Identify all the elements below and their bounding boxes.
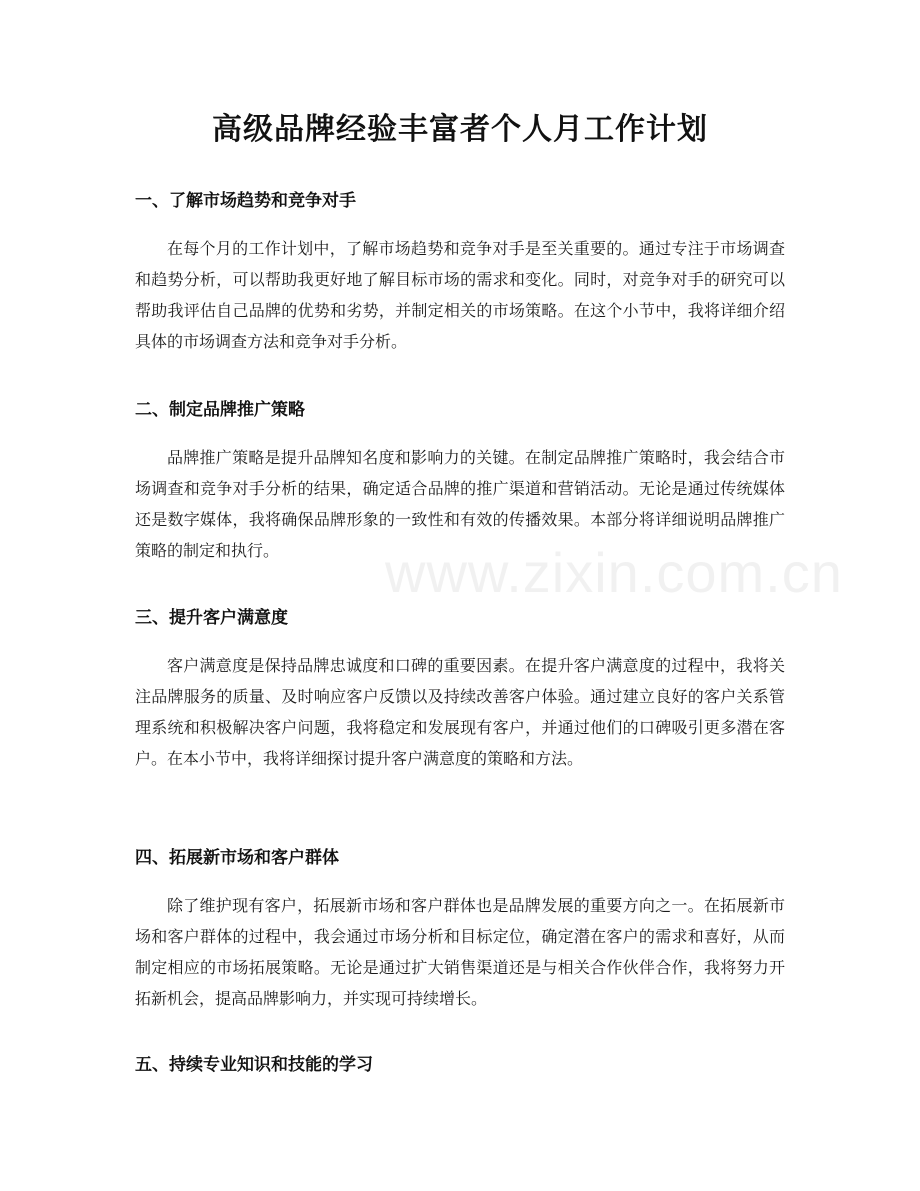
section-heading: 一、了解市场趋势和竞争对手 (135, 191, 356, 211)
section-heading: 三、提升客户满意度 (135, 608, 288, 628)
section-heading: 四、拓展新市场和客户群体 (135, 848, 339, 868)
section-continuous-learning (135, 1053, 785, 1077)
section-customer-satisfaction (135, 606, 785, 774)
section-paragraph: 在每个月的工作计划中，了解市场趋势和竞争对手是至关重要的。通过专注于市场调查和趋势分析，可以帮助我更好地了解目标市场的需求和变化。同时，对竞争对手的研究可以帮助我评估自己品牌的优势和劣势，并制定相关的市场策略。在这个小节中，我将详细介绍具体的市场调查方法和竞争对手分析。 (135, 239, 785, 351)
section-paragraph: 除了维护现有客户，拓展新市场和客户群体也是品牌发展的重要方向之一。在拓展新市场和客户群体的过程中，我会通过市场分析和目标定位，确定潜在客户的需求和喜好，从而制定相应的市场拓展策略。无论是通过扩大销售渠道还是与相关合作伙伴合作，我将努力开拓新机会，提高品牌影响力，并实现可持续增长。 (135, 896, 785, 1008)
section-market-trends (135, 189, 785, 357)
watermark: www.zixin.com.cn (385, 541, 843, 604)
section-new-markets (135, 846, 785, 1014)
section-paragraph: 品牌推广策略是提升品牌知名度和影响力的关键。在制定品牌推广策略时，我会结合市场调查和竞争对手分析的结果，确定适合品牌的推广渠道和营销活动。无论是通过传统媒体还是数字媒体，我将确保品牌形象的一致性和有效的传播效果。本部分将详细说明品牌推广策略的制定和执行。 (135, 448, 785, 560)
section-heading: 五、持续专业知识和技能的学习 (135, 1055, 373, 1075)
section-brand-promotion (135, 398, 785, 566)
section-paragraph: 客户满意度是保持品牌忠诚度和口碑的重要因素。在提升客户满意度的过程中，我将关注品牌服务的质量、及时响应客户反馈以及持续改善客户体验。通过建立良好的客户关系管理系统和积极解决客户问题，我将稳定和发展现有客户，并通过他们的口碑吸引更多潜在客户。在本小节中，我将详细探讨提升客户满意度的策略和方法。 (135, 656, 785, 768)
section-heading: 二、制定品牌推广策略 (135, 400, 305, 420)
document-title: 高级品牌经验丰富者个人月工作计划 (212, 112, 708, 147)
